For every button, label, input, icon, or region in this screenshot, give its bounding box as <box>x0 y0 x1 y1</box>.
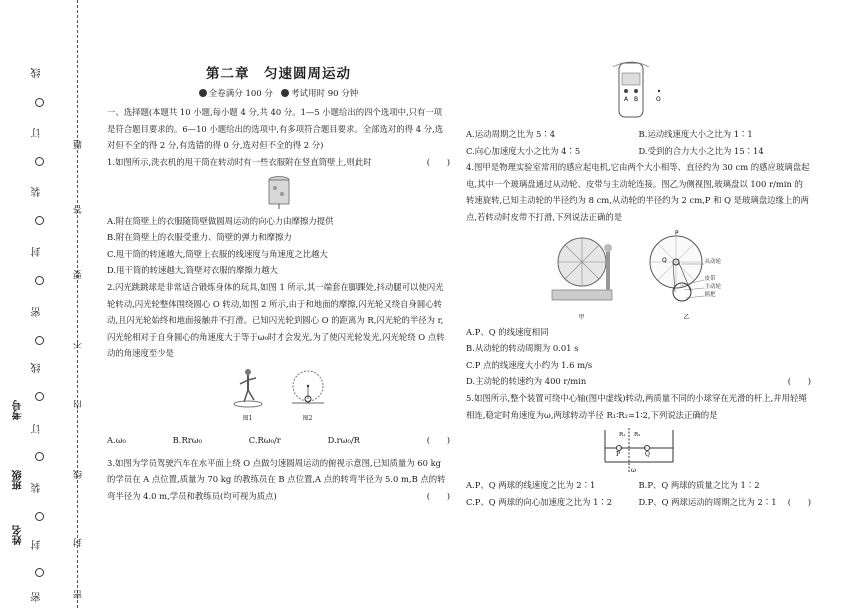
page-title: 第二章 匀速圆周运动 <box>206 66 351 82</box>
q3-options <box>466 126 811 159</box>
question-4 <box>466 159 811 390</box>
q3-option-a: A.运动周期之比为 5∶4 <box>466 129 556 139</box>
inner-seal-char: 线 <box>74 470 84 479</box>
q2-option-d: D.rω₀/R <box>327 434 360 445</box>
q4-label-follower: 从动轮 <box>704 258 722 265</box>
washer-figure <box>264 173 294 211</box>
time-text: 考试用时 90 分钟 <box>291 88 359 99</box>
q4-figure-yi <box>642 230 732 320</box>
binding-hole <box>35 216 44 225</box>
seal-char: 密 <box>32 307 43 317</box>
inner-seal-char: 不 <box>74 340 84 349</box>
binding-margin <box>0 0 84 608</box>
q2-stem: 2.闪光跳跳球是非常适合锻炼身体的玩具,如图 1 所示,其一端套在脚踝处,抖动腿可以使闪光轮转动,闪光轮整体围绕圆心 O 转动,如图 2 所示,由于和地面的摩擦,闪光轮又绕自身圆心转动,且闪光轮始终和地面接触并不打滑。已知闪光轮到圆心 O 的距离为 R,闪光轮的半径为 r,闪光轮相对于自身圆心的角速度大于等于ω₀时才会发光,为了使闪光轮发光,闪光轮绕 O 点转动的角速度至少是 <box>107 281 445 359</box>
q3-option-c: C.向心加速度大小之比为 4∶5 <box>466 145 581 156</box>
q4-label-belt: 皮带 <box>704 275 716 282</box>
q1-stem: 1.如图所示,洗衣机的甩干筒在转动时有一些衣服附在竖直筒壁上,则此时 <box>107 156 372 167</box>
q2-option-c: C.Rω₀/r <box>248 434 281 445</box>
q2-fig1-label: 图1 <box>242 414 253 422</box>
q4-yi-label: 乙 <box>683 314 690 322</box>
q3-stem: 3.如图为学员驾驶汽车在水平面上绕 O 点做匀速圆周运动的俯视示意图,已知质量为 60 kg 的学员在 A 点位置,质量为 70 kg 的教练员在 B 点位置,A 点的转弯半径为 5.0 m,B 点的转弯半径为 4.0 m,学员和教练员(均可视为质点) <box>107 457 446 501</box>
car-figure <box>609 58 669 124</box>
svg-text:R₂: R₂ <box>633 432 640 439</box>
q5-option-c: C.P、Q 两球的向心加速度之比为 1∶2 <box>466 496 613 507</box>
right-column <box>466 66 811 510</box>
q1-option-d: D.甩干筒的转速越大,筒壁对衣服的摩擦力越大 <box>107 265 278 276</box>
svg-text:P: P <box>615 451 620 459</box>
q5-option-b: B.P、Q 两球的质量之比为 1∶2 <box>638 480 760 491</box>
q3-option-b: B.运动线速度大小之比为 1∶1 <box>638 129 753 139</box>
q5-options <box>466 477 811 510</box>
svg-text:ω: ω <box>630 467 636 475</box>
q1-option-b: B.附在筒壁上的衣服受重力、筒壁的弹力和摩擦力 <box>107 232 292 243</box>
q2-figures <box>107 366 450 422</box>
inner-seal-char: 题 <box>74 140 84 149</box>
q4-stem: 4.图甲是物理实验室常用的感应起电机,它由两个大小相等、直径约为 30 cm 的感应玻璃盘起电,其中一个玻璃盘通过从动轮、皮带与主动轮连接。图乙为侧视图,玻璃盘以 100 r/min 的转速旋转,已知主动轮的半径约为 8 cm,从动轮的半径约为 2 cm,P 和 Q 是玻璃盘边缘上的两点,若转动时皮带不打滑,下列说法正确的是 <box>466 162 810 222</box>
binding-hole <box>35 157 44 166</box>
q2-option-a: A.ω₀ <box>107 434 126 445</box>
svg-text:B: B <box>633 96 638 103</box>
score-text: 全卷满分 100 分 <box>208 88 273 99</box>
q2-options <box>107 432 450 449</box>
svg-text:Q: Q <box>644 451 650 459</box>
seal-char: 订 <box>32 424 43 434</box>
q4-jia-label: 甲 <box>578 314 585 322</box>
question-1 <box>107 154 450 279</box>
field-banji: 班级 <box>13 470 24 490</box>
q4-option-b: B.从动轮的转动周期为 0.01 s <box>466 343 579 354</box>
q5-option-a: A.P、Q 两球的线速度之比为 2∶1 <box>466 480 596 491</box>
q2-figure-1 <box>230 366 266 422</box>
field-kaohao: 考号 <box>13 400 24 420</box>
binding-hole <box>35 452 44 461</box>
q1-blank: ( ) <box>426 156 450 167</box>
seal-char: 密 <box>32 592 43 602</box>
q5-option-d: D.P、Q 两球运动的周期之比为 2∶1 <box>638 496 777 507</box>
svg-text:P: P <box>674 229 679 237</box>
seal-char: 装 <box>32 187 43 197</box>
q5-stem: 5.如图所示,整个装置可绕中心轴(图中虚线)转动,两质量不同的小球穿在光滑的杆上,并用轻绳相连,稳定时角速度为ω,两球转动半径 R₁∶R₂=1∶2,下列说法正确的是 <box>466 392 807 420</box>
svg-text:O: O <box>655 96 661 103</box>
q4-blank: ( ) <box>787 376 811 387</box>
binding-hole <box>35 392 44 401</box>
seal-char: 封 <box>32 247 43 257</box>
seal-char: 线 <box>32 363 43 373</box>
exam-meta <box>107 86 450 103</box>
rod-figure <box>589 425 689 475</box>
question-2 <box>107 279 450 449</box>
question-3 <box>107 455 450 505</box>
binding-hole <box>35 98 44 107</box>
q4-option-a: A.P、Q 的线速度相同 <box>466 326 549 337</box>
seal-char: 线 <box>32 68 43 78</box>
q3-option-d: D.受到的合力大小之比为 15∶14 <box>638 145 764 156</box>
q2-figure-2 <box>288 366 328 422</box>
seal-char: 订 <box>32 128 43 138</box>
left-column <box>107 62 450 504</box>
inner-seal-char: 要 <box>74 270 84 279</box>
inner-seal-char: 封 <box>74 538 84 547</box>
inner-seal-char: 答 <box>74 205 84 214</box>
binding-hole <box>35 512 44 521</box>
seal-char: 装 <box>32 483 43 493</box>
q2-blank: ( ) <box>426 434 450 445</box>
seal-line <box>77 0 78 608</box>
svg-text:R₁: R₁ <box>618 432 625 439</box>
binding-hole <box>35 336 44 345</box>
svg-text:A: A <box>623 96 628 103</box>
clock-icon <box>199 89 207 97</box>
binding-hole <box>35 568 44 577</box>
question-5 <box>466 390 811 510</box>
q4-figures <box>466 230 811 320</box>
svg-text:Q: Q <box>661 256 667 264</box>
q4-label-crank: 摇把 <box>704 291 716 298</box>
section-intro: 一、选择题(本题共 10 小题,每小题 4 分,共 40 分。1—5 小题给出的四个选项中,只有一项是符合题目要求的。6—10 小题给出的选项中,有多项符合题目要求。全部选对的得 4 分,选对但不全的得 2 分,有选错的得 0 分,选对但不全的得 2 分) <box>107 107 444 151</box>
field-xingming: 姓名 <box>13 525 24 545</box>
seal-char: 封 <box>32 540 43 550</box>
timer-icon <box>281 89 289 97</box>
q2-fig2-label: 图2 <box>302 414 313 422</box>
q2-option-b: B.Rrω₀ <box>172 434 202 445</box>
inner-seal-char: 内 <box>74 400 84 409</box>
q4-option-d: D.主动轮的转速约为 400 r/min <box>466 376 587 387</box>
q4-label-driver: 主动轮 <box>704 283 722 290</box>
q1-option-a: A.附在筒壁上的衣服随筒壁做圆周运动的向心力由摩擦力提供 <box>107 215 334 226</box>
q3-blank: ( ) <box>426 490 450 501</box>
inner-seal-char: 密 <box>74 590 84 599</box>
q4-figure-jia <box>546 230 618 320</box>
q5-blank: ( ) <box>787 496 811 507</box>
binding-hole <box>35 276 44 285</box>
q4-option-c: C.P 点的线速度大小约为 1.6 m/s <box>466 359 593 370</box>
q1-option-c: C.甩干筒的转速越大,筒壁上衣服的线速度与角速度之比越大 <box>107 248 328 259</box>
